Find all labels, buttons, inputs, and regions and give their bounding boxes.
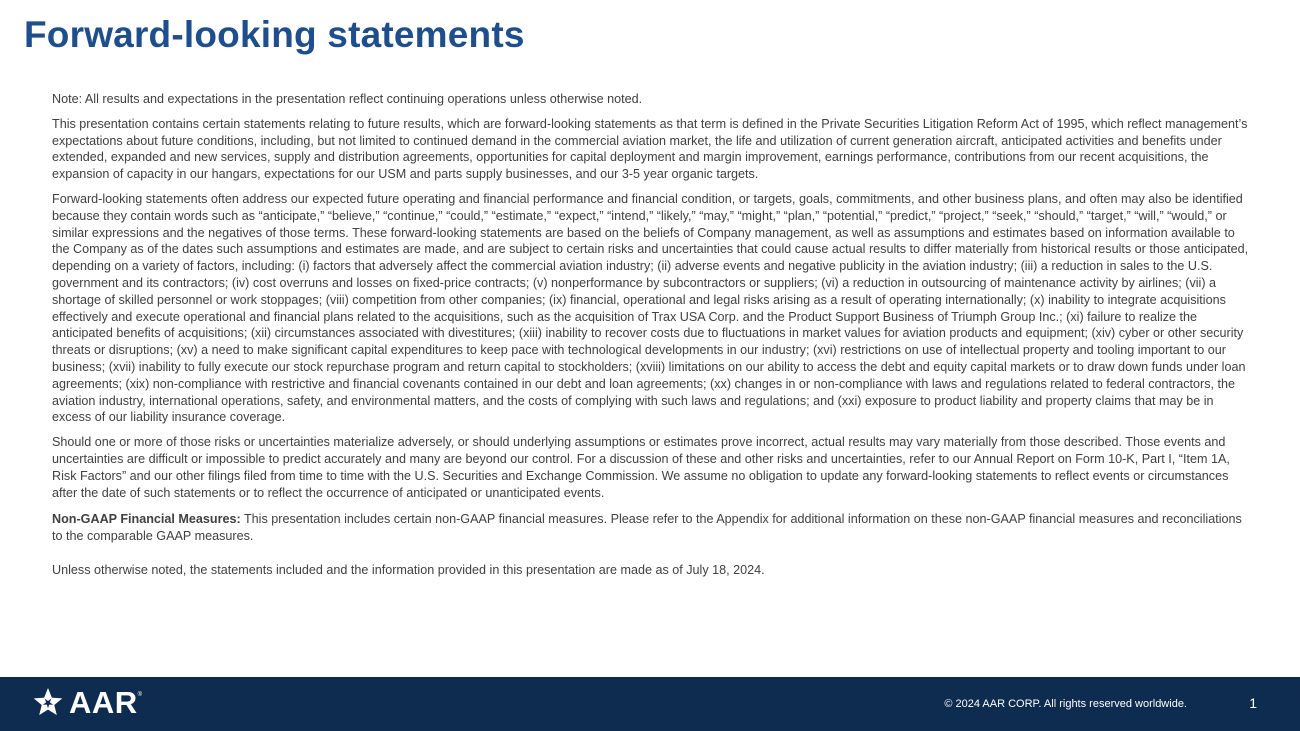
logo-wordmark: AAR (69, 685, 138, 720)
as-of-date-paragraph: Unless otherwise noted, the statements included and the information provided in this presentation are made as of July 18, 2024. (52, 562, 765, 577)
page-number: 1 (1249, 695, 1257, 711)
body-content (52, 91, 1252, 587)
page-title: Forward-looking statements (24, 14, 525, 55)
footer-bar (0, 677, 1300, 731)
note-paragraph: Note: All results and expectations in the presentation reflect continuing operations unless otherwise noted. (52, 92, 643, 106)
aar-star-icon (31, 686, 65, 720)
paragraph-1: This presentation contains certain statements relating to future results, which are forward-looking statements as that term is defined in the Private Securities Litigation Reform Act of 1995, which reflect management’s expectations about future conditions, including, but not limited to continued demand in the commercial aviation market, the life and utilization of current generation aircraft, anticipated activities and benefits under extended, expanded and new services, supply and distribution agreements, opportunities for capital deployment and margin improvement, earnings performance, contributions from our recent acquisitions, the expansion of capacity in our hangars, expectations for our USM and parts supply businesses, and our 3-5 year organic targets. (52, 116, 1248, 182)
aar-logo (31, 686, 142, 720)
copyright-text: © 2024 AAR CORP. All rights reserved worldwide. (944, 698, 1187, 710)
non-gaap-label: Non-GAAP Financial Measures: (52, 512, 241, 527)
non-gaap-paragraph (52, 511, 1252, 545)
non-gaap-text: This presentation includes certain non-GAAP financial measures. Please refer to the Appendix for additional information on these non-GAAP financial measures and reconciliations to the comparable GAAP measures. (52, 512, 1242, 544)
paragraph-2: Forward-looking statements often address our expected future operating and financial performance and financial condition, or targets, goals, commitments, and other business plans, and often may also be identified because they contain words such as “anticipate,” “believe,” “continue,” “could,” “estimate,” “expect,” “intend,” “likely,” “may,” “might,” “plan,” “potential,” “predict,” “project,” “seek,” “should,” “target,” “will,” “would,” or similar expressions and the negatives of those terms. These forward-looking statements are based on the beliefs of Company management, as well as assumptions and estimates based on information available to the Company as of the dates such assumptions and estimates are made, and are subject to certain risks and uncertainties that could cause actual results to differ materially from historical results or those anticipated, depending on a variety of factors, including: (i) factors that adversely affect the commercial aviation industry; (ii) adverse events and negative publicity in the aviation industry; (iii) a reduction in sales to the U.S. government and its contractors; (iv) cost overruns and losses on fixed-price contracts; (v) nonperformance by subcontractors or suppliers; (vi) a reduction in outsourcing of maintenance activity by airlines; (vii) a shortage of skilled personnel or work stoppages; (viii) competition from other companies; (ix) financial, operational and legal risks arising as a result of operating internationally; (x) inability to integrate acquisitions effectively and execute operational and financial plans related to the acquisitions, such as the acquisition of Trax USA Corp. and the Product Support Business of Triumph Group Inc.; (xi) failure to realize the anticipated benefits of acquisitions; (xii) circumstances associated with divestitures; (xiii) inability to recover costs due to fluctuations in market values for aviation products and equipment; (xiv) cyber or other security threats or disruptions; (xv) a need to make significant capital expenditures to keep pace with technological developments in our industry; (xvi) restrictions on use of intellectual property and tooling important to our business; (xvii) inability to fully execute our stock repurchase program and return capital to stockholders; (xviii) limitations on our ability to access the debt and equity capital markets or to draw down funds under loan agreements; (xix) non-compliance with restrictive and financial covenants contained in our debt and loan agreements; (xx) changes in or non-compliance with laws and regulations related to federal contractors, the aviation industry, international operations, safety, and environmental matters, and the costs of complying with such laws and regulations; and (xxi) exposure to product liability and property claims that may be in excess of our liability insurance coverage. (52, 191, 1249, 425)
paragraph-3: Should one or more of those risks or uncertainties materialize adversely, or should underlying assumptions or estimates prove incorrect, actual results may vary materially from those described. Those events and uncertainties are difficult or impossible to predict accurately and many are beyond our control. For a discussion of these and other risks and uncertainties, refer to our Annual Report on Form 10-K, Part I, “Item 1A, Risk Factors” and our other filings filed from time to time with the U.S. Securities and Exchange Commission. We assume no obligation to update any forward-looking statements to reflect events or circumstances after the date of such statements or to reflect the occurrence of anticipated or unanticipated events. (52, 435, 1230, 500)
logo-registered-mark: ® (137, 692, 143, 698)
